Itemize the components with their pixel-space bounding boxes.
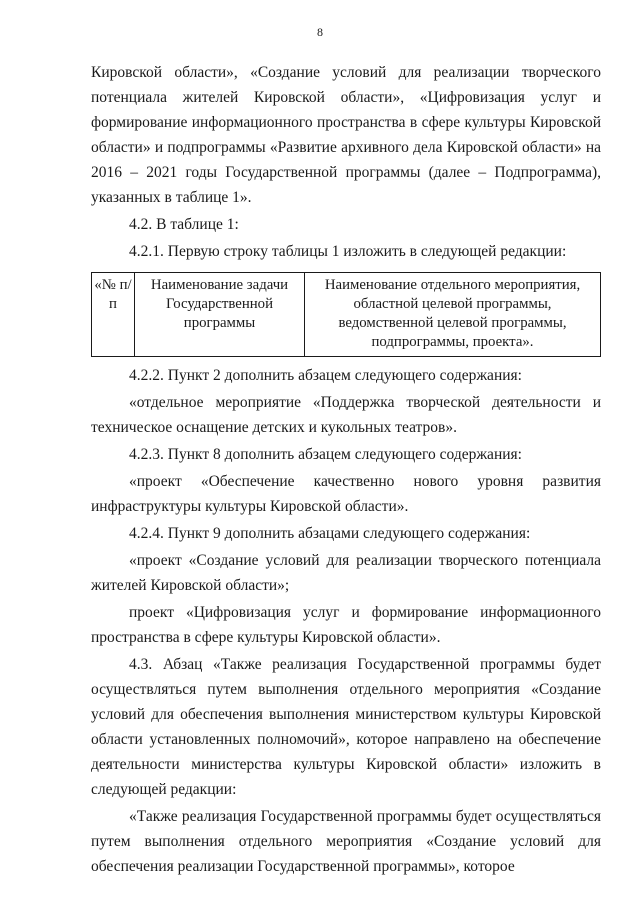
paragraph-2: 4.2. В таблице 1: xyxy=(129,216,239,233)
paragraph-3: 4.2.1. Первую строку таблицы 1 изложить в следующей редакции: xyxy=(129,243,567,260)
paragraph-10: проект «Цифровизация услуг и формирование информационного пространства в сфере культуры Кировской области». xyxy=(91,604,601,646)
paragraph-12: «Также реализация Государственной программы будет осуществляться путем выполнения отдельного мероприятия «Создание условий для обеспечения реализации Государственной программы», которое xyxy=(91,808,601,875)
paragraph-9: «проект «Создание условий для реализации творческого потенциала жителей Кировской области»; xyxy=(91,552,601,594)
table-cell-number: «№ п/п xyxy=(92,273,135,357)
paragraph-4: 4.2.2. Пункт 2 дополнить абзацем следующего содержания: xyxy=(129,367,522,384)
table-row xyxy=(92,273,601,357)
page-number: 8 xyxy=(317,25,323,39)
paragraph-6: 4.2.3. Пункт 8 дополнить абзацем следующего содержания: xyxy=(129,446,522,463)
table-cell-task-name: Наименование задачи Государственной программы xyxy=(135,273,305,357)
paragraph-5: «отдельное мероприятие «Поддержка творческой деятельности и техническое оснащение детских и кукольных театров». xyxy=(91,394,601,436)
paragraph-8: 4.2.4. Пункт 9 дополнить абзацами следующего содержания: xyxy=(129,525,531,542)
paragraph-1: Кировской области», «Создание условий для реализации творческого потенциала жителей Кировской области», «Цифровизация услуг и формирование информационного пространства в сфере культуры Кировской области» и подпрограммы «Развитие архивного дела Кировской области» на 2016 – 2021 годы Государственной программы (далее – Подпрограмма), указанных в таблице 1». xyxy=(91,64,601,206)
paragraph-11: 4.3. Абзац «Также реализация Государственной программы будет осуществляться путем выполнения отдельного мероприятия «Создание условий для обеспечения выполнения министерством культуры Кировской области установленных полномочий», которое направлено на обеспечение деятельности министерства культуры Кировской области» изложить в следующей редакции: xyxy=(91,656,601,798)
document-body xyxy=(91,60,601,879)
table-1-first-row xyxy=(91,272,601,357)
paragraph-7: «проект «Обеспечение качественно нового уровня развития инфраструктуры культуры Кировской области». xyxy=(91,473,601,515)
table-cell-measure-name: Наименование отдельного мероприятия, областной целевой программы, ведомственной целевой программы, подпрограммы, проекта». xyxy=(305,273,601,357)
